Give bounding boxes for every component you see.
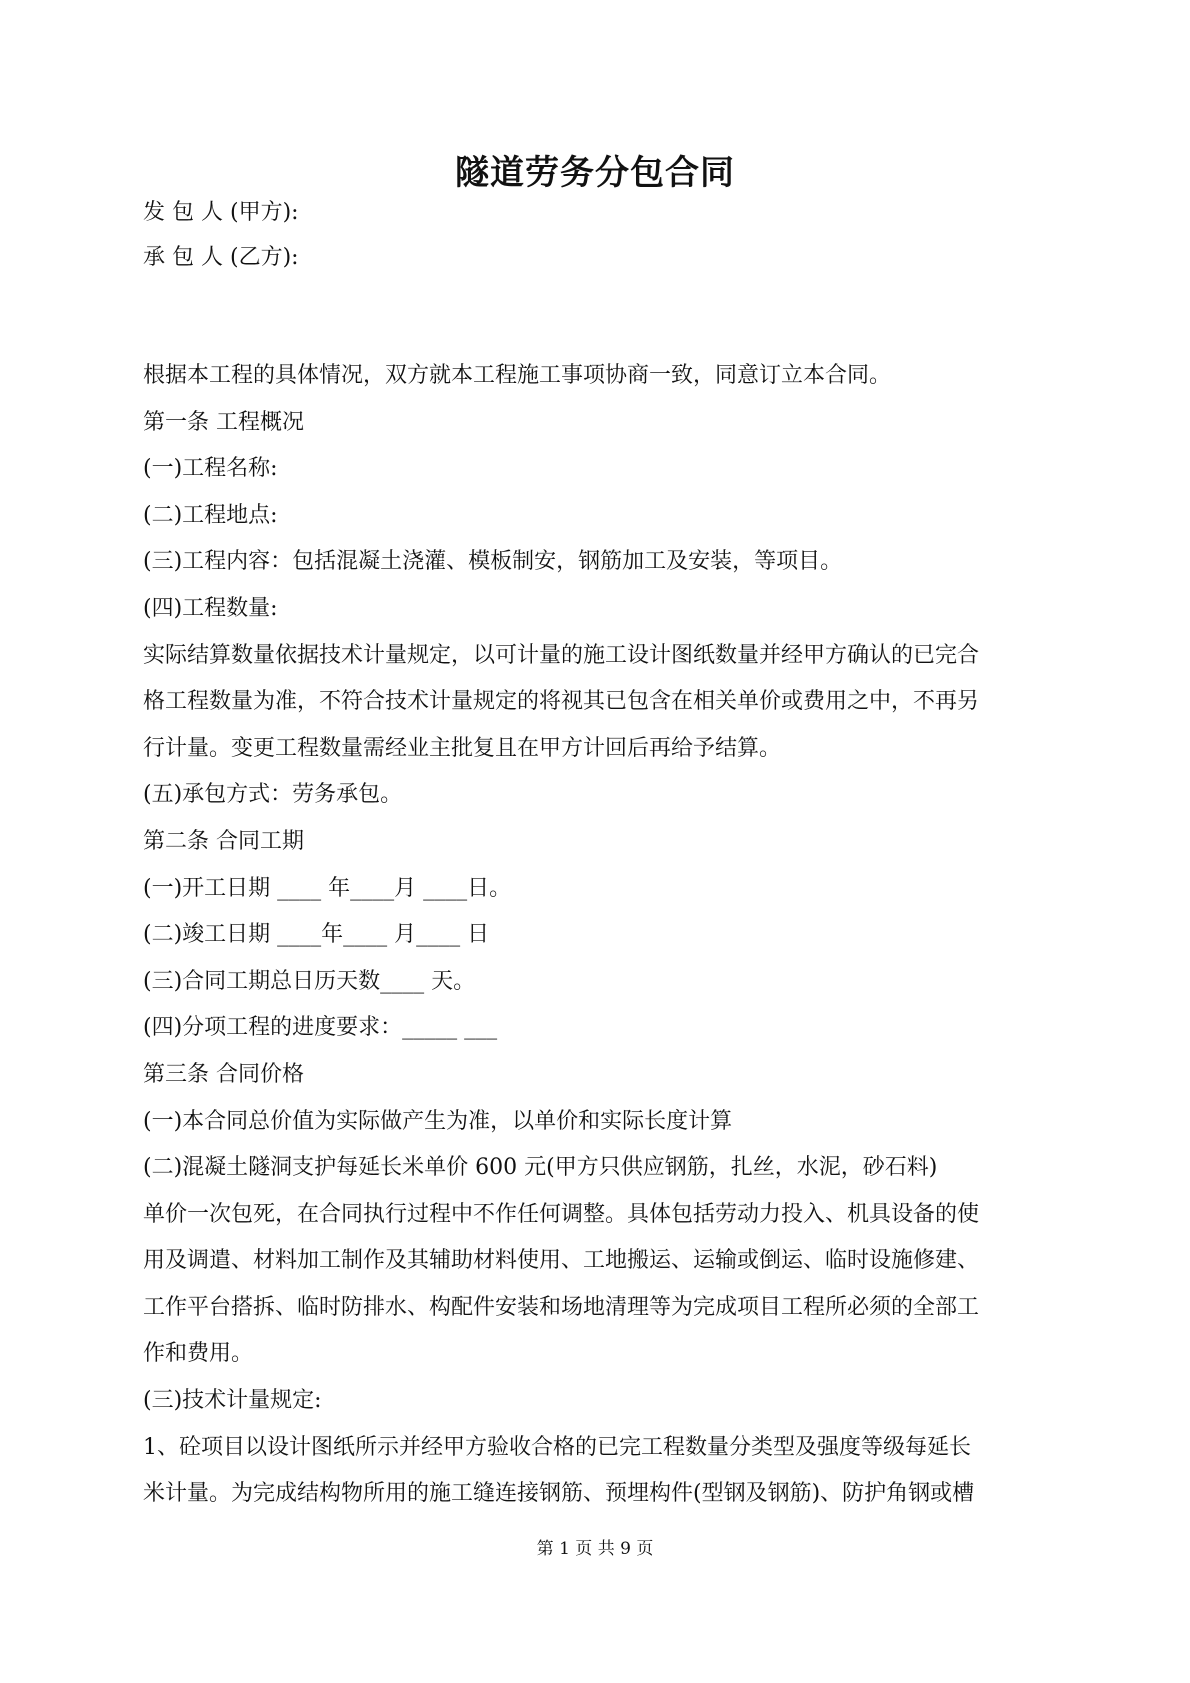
paragraph-line: (三)合同工期总日历天数____ 天。 bbox=[143, 968, 476, 994]
paragraph-line: (一)开工日期 ____ 年____月 ____日。 bbox=[143, 875, 512, 901]
paragraph-line: (二)混凝土隧洞支护每延长米单价 600 元(甲方只供应钢筋，扎丝，水泥，砂石料) bbox=[143, 1155, 938, 1181]
paragraph-line: 工作平台搭拆、临时防排水、构配件安装和场地清理等为完成项目工程所必须的全部工 bbox=[143, 1294, 980, 1320]
document-body bbox=[143, 353, 1060, 1518]
contractor-party-label: 承 包 人 (乙方): bbox=[143, 245, 299, 270]
paragraph-line: (四)分项工程的进度要求：_____ ___ bbox=[143, 1015, 498, 1041]
section-heading: 第二条 合同工期 bbox=[143, 828, 304, 854]
paragraph-line: (五)承包方式：劳务承包。 bbox=[143, 782, 403, 808]
paragraph-line: (二)竣工日期 ____年____ 月____ 日 bbox=[143, 922, 490, 948]
paragraph-line: 行计量。变更工程数量需经业主批复且在甲方计回后再给予结算。 bbox=[143, 735, 782, 761]
paragraph-line: (四)工程数量: bbox=[143, 595, 278, 621]
paragraph-line: 用及调遣、材料加工制作及其辅助材料使用、工地搬运、运输或倒运、临时设施修建、 bbox=[143, 1248, 980, 1274]
paragraph-line: 作和费用。 bbox=[143, 1341, 254, 1367]
paragraph-line: 格工程数量为准，不符合技术计量规定的将视其已包含在相关单价或费用之中，不再另 bbox=[143, 689, 980, 715]
paragraph-line: 根据本工程的具体情况，双方就本工程施工事项协商一致，同意订立本合同。 bbox=[143, 363, 892, 388]
paragraph-line: (三)工程内容：包括混凝土浇灌、模板制安，钢筋加工及安装，等项目。 bbox=[143, 549, 843, 575]
paragraph-line: 1、砼项目以设计图纸所示并经甲方验收合格的已完工程数量分类型及强度等级每延长 bbox=[143, 1434, 971, 1460]
section-heading: 第一条 工程概况 bbox=[143, 409, 304, 435]
paragraph-line: (一)本合同总价值为实际做产生为准，以单价和实际长度计算 bbox=[143, 1108, 733, 1134]
employer-party-label: 发 包 人 (甲方): bbox=[143, 200, 299, 225]
paragraph-line: 单价一次包死，在合同执行过程中不作任何调整。具体包括劳动力投入、机具设备的使 bbox=[143, 1201, 980, 1227]
page-number-footer: 第 1 页 共 9 页 bbox=[536, 1539, 654, 1559]
paragraph-line: (一)工程名称: bbox=[143, 456, 278, 482]
paragraph-line: (二)工程地点: bbox=[143, 502, 278, 528]
paragraph-line: 米计量。为完成结构物所用的施工缝连接钢筋、预埋构件(型钢及钢筋)、防护角钢或槽 bbox=[143, 1481, 975, 1507]
paragraph-line: (三)技术计量规定: bbox=[143, 1388, 322, 1414]
document-title: 隧道劳务分包合同 bbox=[455, 153, 735, 193]
paragraph-line: 实际结算数量依据技术计量规定，以可计量的施工设计图纸数量并经甲方确认的已完合 bbox=[143, 642, 980, 668]
section-heading: 第三条 合同价格 bbox=[143, 1061, 304, 1087]
